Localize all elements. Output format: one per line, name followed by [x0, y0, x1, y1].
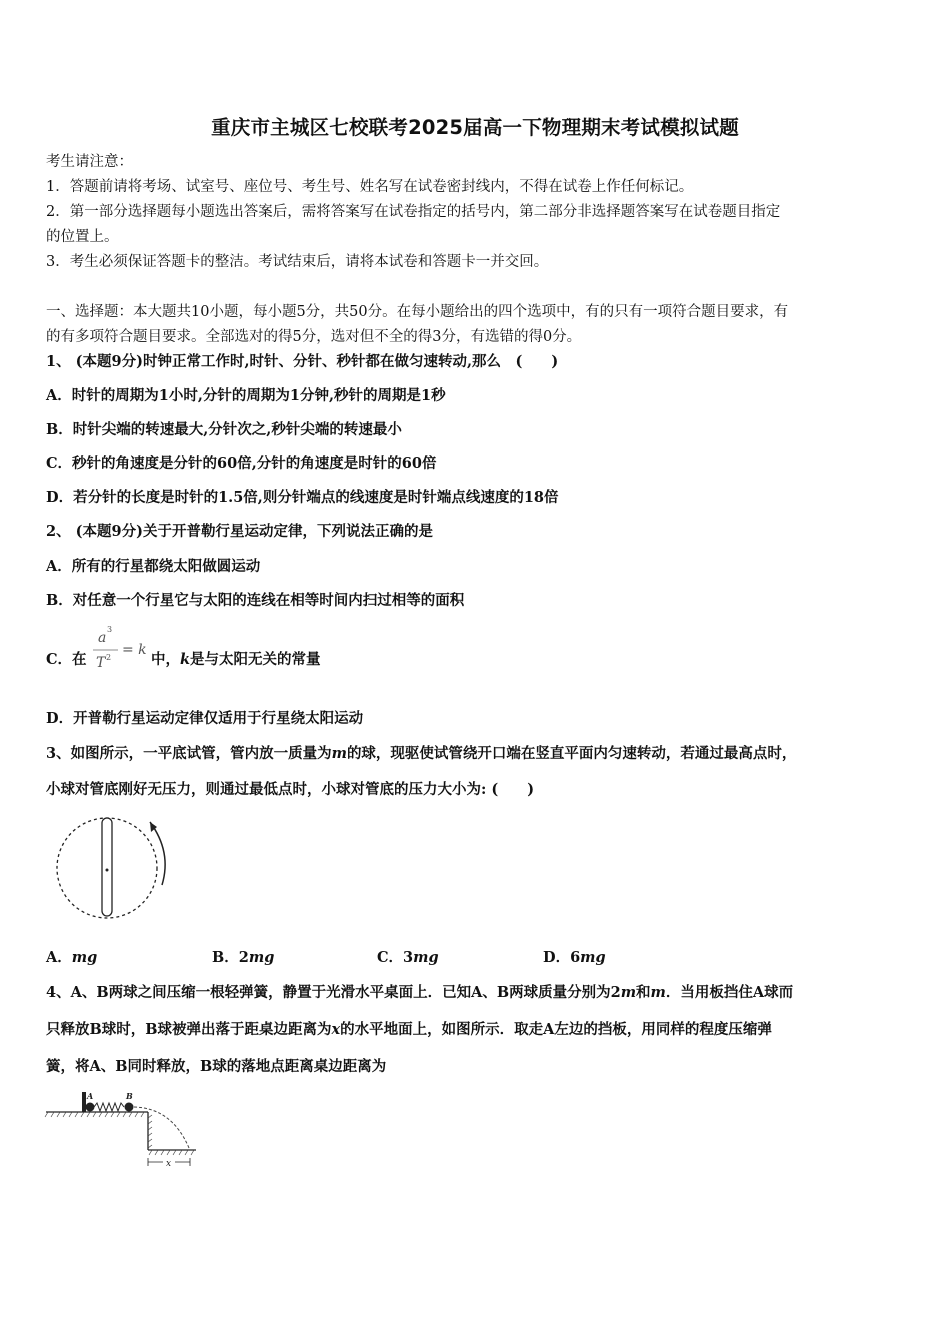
- q3-option-c-value: mg: [413, 949, 439, 966]
- distance-label: x: [166, 1159, 172, 1169]
- q3-option-b: [212, 948, 274, 968]
- q3-option-d-value: mg: [580, 949, 606, 966]
- q3-option-d-label: D．6: [543, 949, 581, 966]
- q3-stem-line1: [46, 744, 796, 764]
- q3-option-b-label: B．2: [212, 949, 249, 966]
- q1-option-c: C．秒针的角速度是分针的60倍,分针的角速度是时针的60倍: [46, 455, 437, 472]
- q4-stem-1c: ．当用板挡住A球而: [665, 984, 794, 1001]
- q4-m-symbol-1: m: [620, 984, 637, 1001]
- formula-denominator: T: [96, 655, 106, 671]
- q3-stem-1b: 的球，现驱使试管绕开口端在竖直平面内匀速转动，若通过最高点时，: [346, 745, 797, 762]
- q4-stem-2b: 的水平地面上，如图所示．取走A左边的挡板，用同样的程度压缩弹: [340, 1021, 772, 1038]
- q1-option-d: D．若分针的长度是时针的1.5倍,则分针端点的线速度是时针端点线速度的18倍: [46, 489, 559, 506]
- q3-option-c: [377, 948, 439, 968]
- formula-numerator-exp: 3: [107, 625, 113, 634]
- q1-option-a: A．时针的周期为1小时,分针的周期为1分钟,秒针的周期是1秒: [46, 387, 446, 404]
- rotation-arc: [150, 822, 165, 885]
- q3-option-a-label: A．: [46, 949, 72, 966]
- q4-stem-line2: [46, 1020, 772, 1040]
- ball-b: [125, 1103, 134, 1112]
- q2-stem: 2、 (本题9分)关于开普勒行星运动定律，下列说法正确的是: [46, 523, 433, 540]
- blocking-board: [82, 1092, 86, 1112]
- q4-m-symbol-2: m: [650, 984, 666, 1001]
- q4-stem-line3: 簧，将A、B同时释放，B球的落地点距离桌边距离为: [46, 1058, 387, 1075]
- formula-rhs: = k: [122, 642, 147, 658]
- q2-option-c-label: C．在: [46, 651, 87, 668]
- pivot-dot: [106, 869, 109, 872]
- q1-option-b: B．时针尖端的转速最大,分针次之,秒针尖端的转速最小: [46, 421, 402, 438]
- ground-hatch: [149, 1150, 194, 1155]
- rotating-tube-figure: [50, 810, 180, 925]
- q4-stem-1b: 和: [636, 984, 651, 1001]
- q2-option-a: A．所有的行星都绕太阳做圆运动: [46, 558, 261, 575]
- q4-stem-line1: [46, 983, 793, 1003]
- ball-a: [86, 1103, 95, 1112]
- q4-x-symbol: x: [331, 1021, 341, 1038]
- q4-stem-2a: 只释放B球时，B球被弹出落于距桌边距离为: [46, 1021, 332, 1038]
- q2-option-b: B．对任意一个行星它与太阳的连线在相等时间内扫过相等的面积: [46, 592, 465, 609]
- q3-option-d: [543, 948, 606, 968]
- k-symbol: k: [180, 651, 191, 668]
- q3-option-c-label: C．3: [377, 949, 414, 966]
- formula-denominator-exp: 2: [106, 653, 112, 662]
- label-a: A: [87, 1091, 94, 1101]
- label-b: B: [126, 1091, 133, 1101]
- q2-option-d: D．开普勒行星运动定律仅适用于行星绕太阳运动: [46, 710, 364, 727]
- kepler-formula: [90, 624, 150, 674]
- q3-option-b-value: mg: [248, 949, 275, 966]
- q2-option-c-text: [151, 650, 321, 670]
- q3-option-a: [46, 948, 97, 968]
- q3-stem-1a: 3、如图所示，一平底试管，管内放一质量为: [46, 745, 332, 762]
- notice-item-2: 2．第一部分选择题每小题选出答案后，需将答案写在试卷指定的括号内，第二部分非选择题答案写在试卷题目指定: [46, 204, 781, 220]
- spring: [94, 1103, 124, 1111]
- q3-stem-line2: 小球对管底刚好无压力，则通过最低点时，小球对管底的压力大小为: ( ): [46, 781, 535, 798]
- q4-stem-1a: 4、A、B两球之间压缩一根轻弹簧，静置于光滑水平桌面上．已知A、B两球质量分别为2: [46, 984, 621, 1001]
- q2-option-c-tail-1: 中，: [151, 651, 180, 668]
- spring-table-figure: [44, 1088, 199, 1173]
- q3-m-symbol: m: [331, 745, 347, 762]
- section-header-line2: 的有多项符合题目要求。全部选对的得5分，选对但不全的得3分，有选错的得0分。: [46, 329, 582, 345]
- notice-header: 考生请注意：: [46, 154, 133, 170]
- formula-numerator: a: [98, 630, 107, 646]
- q3-option-a-value: mg: [71, 949, 98, 966]
- section-header-line1: 一、选择题：本大题共10小题，每小题5分，共50分。在每小题给出的四个选项中，有的只有一项符合题目要求，有: [46, 304, 789, 320]
- page-title: 重庆市主城区七校联考2025届高一下物理期末考试模拟试题: [211, 116, 739, 139]
- table-hatch: [45, 1112, 144, 1117]
- test-tube: [102, 818, 112, 916]
- notice-item-3: 3．考生必须保证答题卡的整洁。考试结束后，请将本试卷和答题卡一并交回。: [46, 254, 549, 270]
- trajectory: [134, 1107, 189, 1148]
- notice-item-2-cont: 的位置上。: [46, 229, 119, 245]
- q2-option-c-tail-2: 是与太阳无关的常量: [190, 651, 321, 668]
- q1-stem: 1、 (本题9分)时钟正常工作时,时针、分针、秒针都在做匀速转动,那么 ( ): [46, 353, 559, 370]
- notice-item-1: 1．答题前请将考场、试室号、座位号、考生号、姓名写在试卷密封线内，不得在试卷上作任何标记。: [46, 179, 694, 195]
